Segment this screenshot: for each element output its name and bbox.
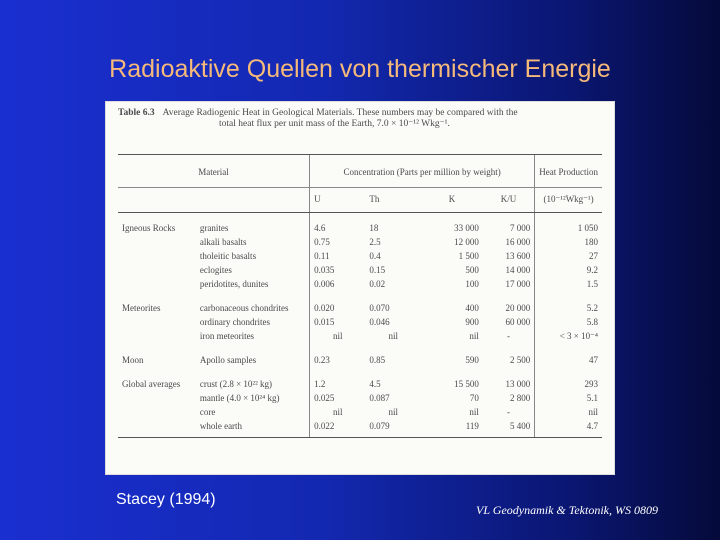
table-row [118,367,602,391]
citation: Stacey (1994) [116,491,216,508]
cell-th: 18 [369,223,379,233]
header-ku: K/U [483,188,535,213]
cell-group: Global averages [122,379,181,389]
header-k: K [421,188,483,213]
table-row [118,249,602,263]
cell-heat: 47 [535,343,602,367]
cell-th: 2.5 [369,237,381,247]
table-row [118,405,602,419]
table-row [118,263,602,277]
cell-group [118,419,196,438]
cell-k: nil [469,407,479,417]
cell-heat: 9.2 [535,263,602,277]
table-caption [118,108,608,130]
cell-material: mantle (4.0 × 10²⁴ kg) [199,393,280,403]
cell-heat: nil [535,405,602,419]
cell-heat: 27 [535,249,602,263]
heat-table [118,154,602,438]
cell-u: 0.022 [310,419,366,438]
table-row [118,235,602,249]
cell-k: 400 [465,303,479,313]
cell-ku: 5 400 [483,419,535,438]
cell-k: 100 [465,279,479,289]
cell-group: Moon [122,355,144,365]
cell-group [118,277,196,291]
cell-heat: 5.8 [535,315,602,329]
cell-u: 0.025 [310,391,366,405]
cell-heat: 4.7 [535,419,602,438]
cell-u: 0.75 [310,235,366,249]
cell-ku: 13 600 [505,251,531,261]
cell-th: 0.079 [365,419,421,438]
cell-ku: - [507,331,511,341]
cell-th: 0.85 [369,355,386,365]
cell-material: alkali basalts [199,237,247,247]
cell-th: 0.046 [369,317,390,327]
cell-ku: 7 000 [509,223,531,233]
cell-heat: 1 050 [535,213,602,236]
cell-th: 0.070 [369,303,390,313]
cell-k: 900 [465,317,479,327]
cell-ku: 20 000 [505,303,531,313]
cell-k: 15 500 [454,379,479,389]
cell-k: 12 000 [454,237,479,247]
header-heat: Heat Production [535,155,602,188]
cell-material: ordinary chondrites [199,317,271,327]
cell-heat: 1.5 [535,277,602,291]
header-th: Th [365,188,421,213]
table-scan [106,102,614,474]
cell-u: 0.035 [310,263,366,277]
cell-th: 0.087 [369,393,390,403]
header-concentration: Concentration (Parts per million by weight) [310,155,535,188]
cell-heat: < 3 × 10⁻⁴ [535,329,602,343]
cell-u: 4.6 [310,213,366,236]
table-row [118,315,602,329]
cell-material: whole earth [196,419,310,438]
cell-ku: 2 800 [509,393,531,403]
cell-k: 590 [465,355,479,365]
cell-material: carbonaceous chondrites [199,303,289,313]
table-row [118,277,602,291]
cell-group [118,235,196,249]
header-material: Material [118,155,310,188]
cell-group [118,263,196,277]
cell-k: 33 000 [454,223,479,233]
cell-group: Igneous Rocks [122,223,176,233]
cell-u: 0.11 [310,249,366,263]
cell-k: 500 [465,265,479,275]
cell-ku: 2 500 [509,355,531,365]
cell-material: granites [199,223,229,233]
cell-group [118,249,196,263]
table-row [118,391,602,405]
cell-u: 0.020 [310,291,366,315]
cell-k: nil [469,331,479,341]
cell-material: iron meteorites [199,331,255,341]
cell-ku: 60 000 [505,317,531,327]
cell-heat: 180 [535,235,602,249]
cell-material: peridotites, dunites [199,279,269,289]
cell-th: 0.4 [369,251,381,261]
cell-th: 0.15 [369,265,386,275]
cell-u: 0.006 [310,277,366,291]
cell-k: 70 [469,393,479,403]
cell-ku: 14 000 [505,265,531,275]
cell-heat: 5.1 [535,391,602,405]
cell-th: nil [388,331,398,341]
cell-group [118,391,196,405]
header-u: U [310,188,366,213]
cell-u: nil [310,329,366,343]
cell-material: crust (2.8 × 10²² kg) [199,379,273,389]
cell-material: Apollo samples [199,355,257,365]
cell-group: Meteorites [122,303,161,313]
cell-group [118,315,196,329]
cell-heat: 293 [535,367,602,391]
cell-material: core [199,407,216,417]
cell-u: 1.2 [310,367,366,391]
cell-ku: - [507,407,511,417]
cell-material: tholeitic basalts [199,251,257,261]
cell-material: eclogites [199,265,232,275]
cell-u: nil [310,405,366,419]
table-row [118,213,602,236]
table-caption-line1: Average Radiogenic Heat in Geological Materials. These numbers may be compared with the [162,108,518,118]
table-caption-label: Table 6.3 [118,108,155,118]
cell-ku: 16 000 [505,237,531,247]
cell-u: 0.015 [310,315,366,329]
cell-k: 119 [421,419,483,438]
cell-k: 1 500 [458,251,479,261]
cell-ku: 17 000 [505,279,531,289]
cell-th: 0.02 [369,279,386,289]
header-heat-unit: (10⁻¹²Wkg⁻¹) [535,188,602,213]
footer-course: VL Geodynamik & Tektonik, WS 0809 [476,503,658,517]
table-caption-line2: total heat flux per unit mass of the Earth, 7.0 × 10⁻¹² Wkg⁻¹. [219,119,450,129]
cell-ku: 13 000 [505,379,531,389]
cell-u: 0.23 [310,343,366,367]
cell-heat: 5.2 [535,291,602,315]
table-row [118,291,602,315]
slide-title: Radioaktive Quellen von thermischer Energie [109,55,611,83]
table-row [118,329,602,343]
cell-th: nil [388,407,398,417]
table-row [118,419,602,438]
cell-th: 4.5 [369,379,381,389]
cell-group [118,405,196,419]
table-row [118,343,602,367]
cell-group [118,329,196,343]
